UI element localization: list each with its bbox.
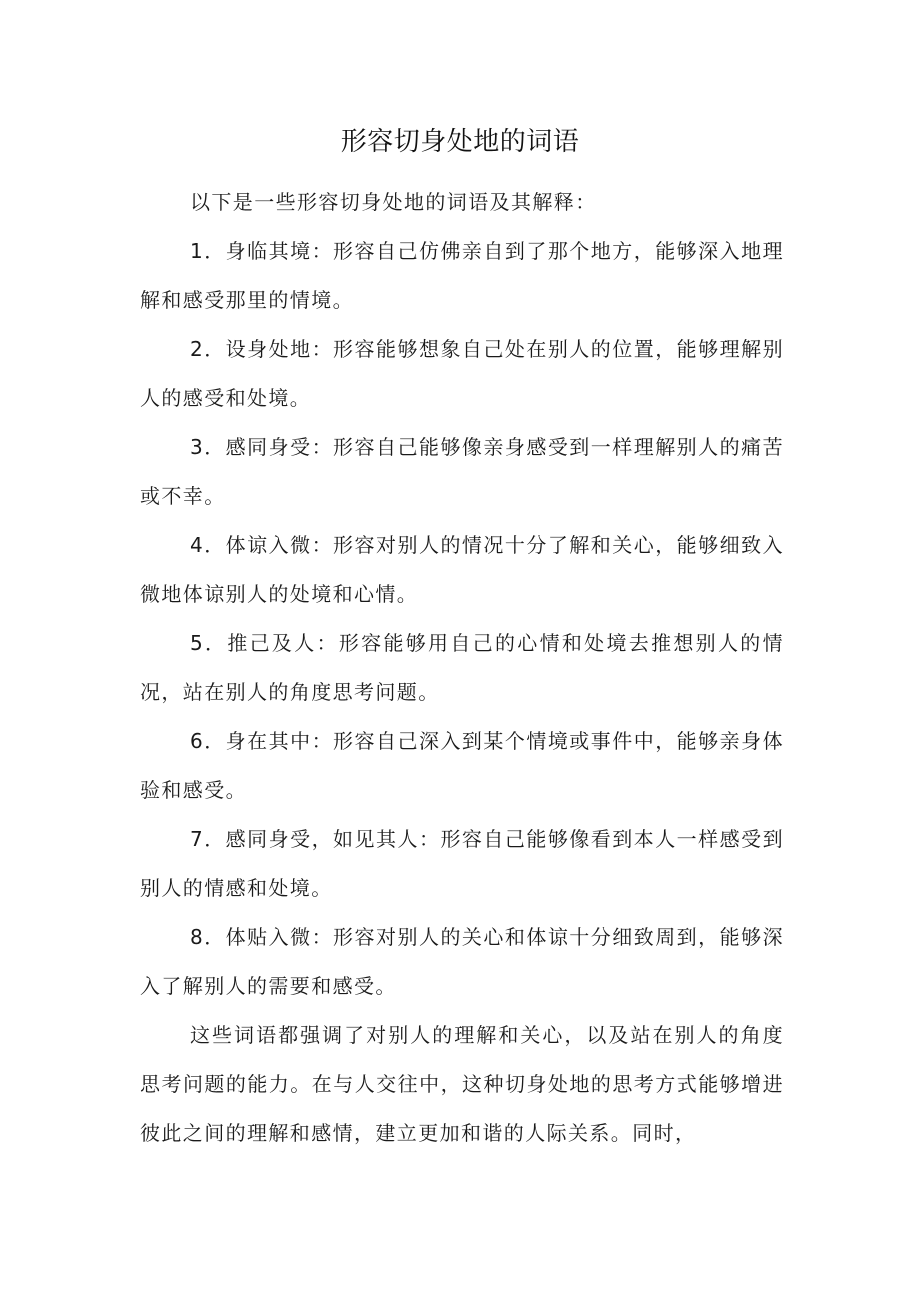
item-text: ．体贴入微：形容对别人的关心和体谅十分细致周到，能够深入了解别人的需要和感受。 bbox=[140, 925, 784, 998]
item-text: ．感同身受：形容自己能够像亲身感受到一样理解别人的痛苦或不幸。 bbox=[140, 435, 784, 508]
list-item bbox=[140, 815, 784, 913]
item-number: 8 bbox=[190, 925, 205, 949]
list-item bbox=[140, 521, 784, 619]
item-number: 7 bbox=[190, 827, 205, 851]
item-text: ．推己及人：形容能够用自己的心情和处境去推想别人的情况，站在别人的角度思考问题。 bbox=[140, 631, 784, 704]
item-number: 1 bbox=[190, 239, 205, 263]
list-item bbox=[140, 913, 784, 1011]
item-text: ．身临其境：形容自己仿佛亲自到了那个地方，能够深入地理解和感受那里的情境。 bbox=[140, 239, 784, 312]
item-text: ．体谅入微：形容对别人的情况十分了解和关心，能够细致入微地体谅别人的处境和心情。 bbox=[140, 533, 784, 606]
intro-paragraph: 以下是一些形容切身处地的词语及其解释： bbox=[190, 190, 597, 214]
item-text: ．感同身受，如见其人：形容自己能够像看到本人一样感受到别人的情感和处境。 bbox=[140, 827, 784, 900]
item-number: 2 bbox=[190, 337, 205, 361]
list-item bbox=[140, 717, 784, 815]
document-title: 形容切身处地的词语 bbox=[340, 127, 580, 157]
conclusion-paragraph: 这些词语都强调了对别人的理解和关心，以及站在别人的角度思考问题的能力。在与人交往中，这种切身处地的思考方式能够增进彼此之间的理解和感情，建立更加和谐的人际关系。同时， bbox=[140, 1023, 784, 1145]
item-text: ．身在其中：形容自己深入到某个情境或事件中，能够亲身体验和感受。 bbox=[140, 729, 784, 802]
document-body bbox=[140, 178, 784, 1158]
list-item bbox=[140, 423, 784, 521]
list-item bbox=[140, 619, 784, 717]
item-number: 5 bbox=[190, 631, 205, 655]
item-number: 6 bbox=[190, 729, 205, 753]
list-item bbox=[140, 227, 784, 325]
list-item bbox=[140, 325, 784, 423]
item-text: ．设身处地：形容能够想象自己处在别人的位置，能够理解别人的感受和处境。 bbox=[140, 337, 784, 410]
item-number: 3 bbox=[190, 435, 205, 459]
item-number: 4 bbox=[190, 533, 205, 557]
